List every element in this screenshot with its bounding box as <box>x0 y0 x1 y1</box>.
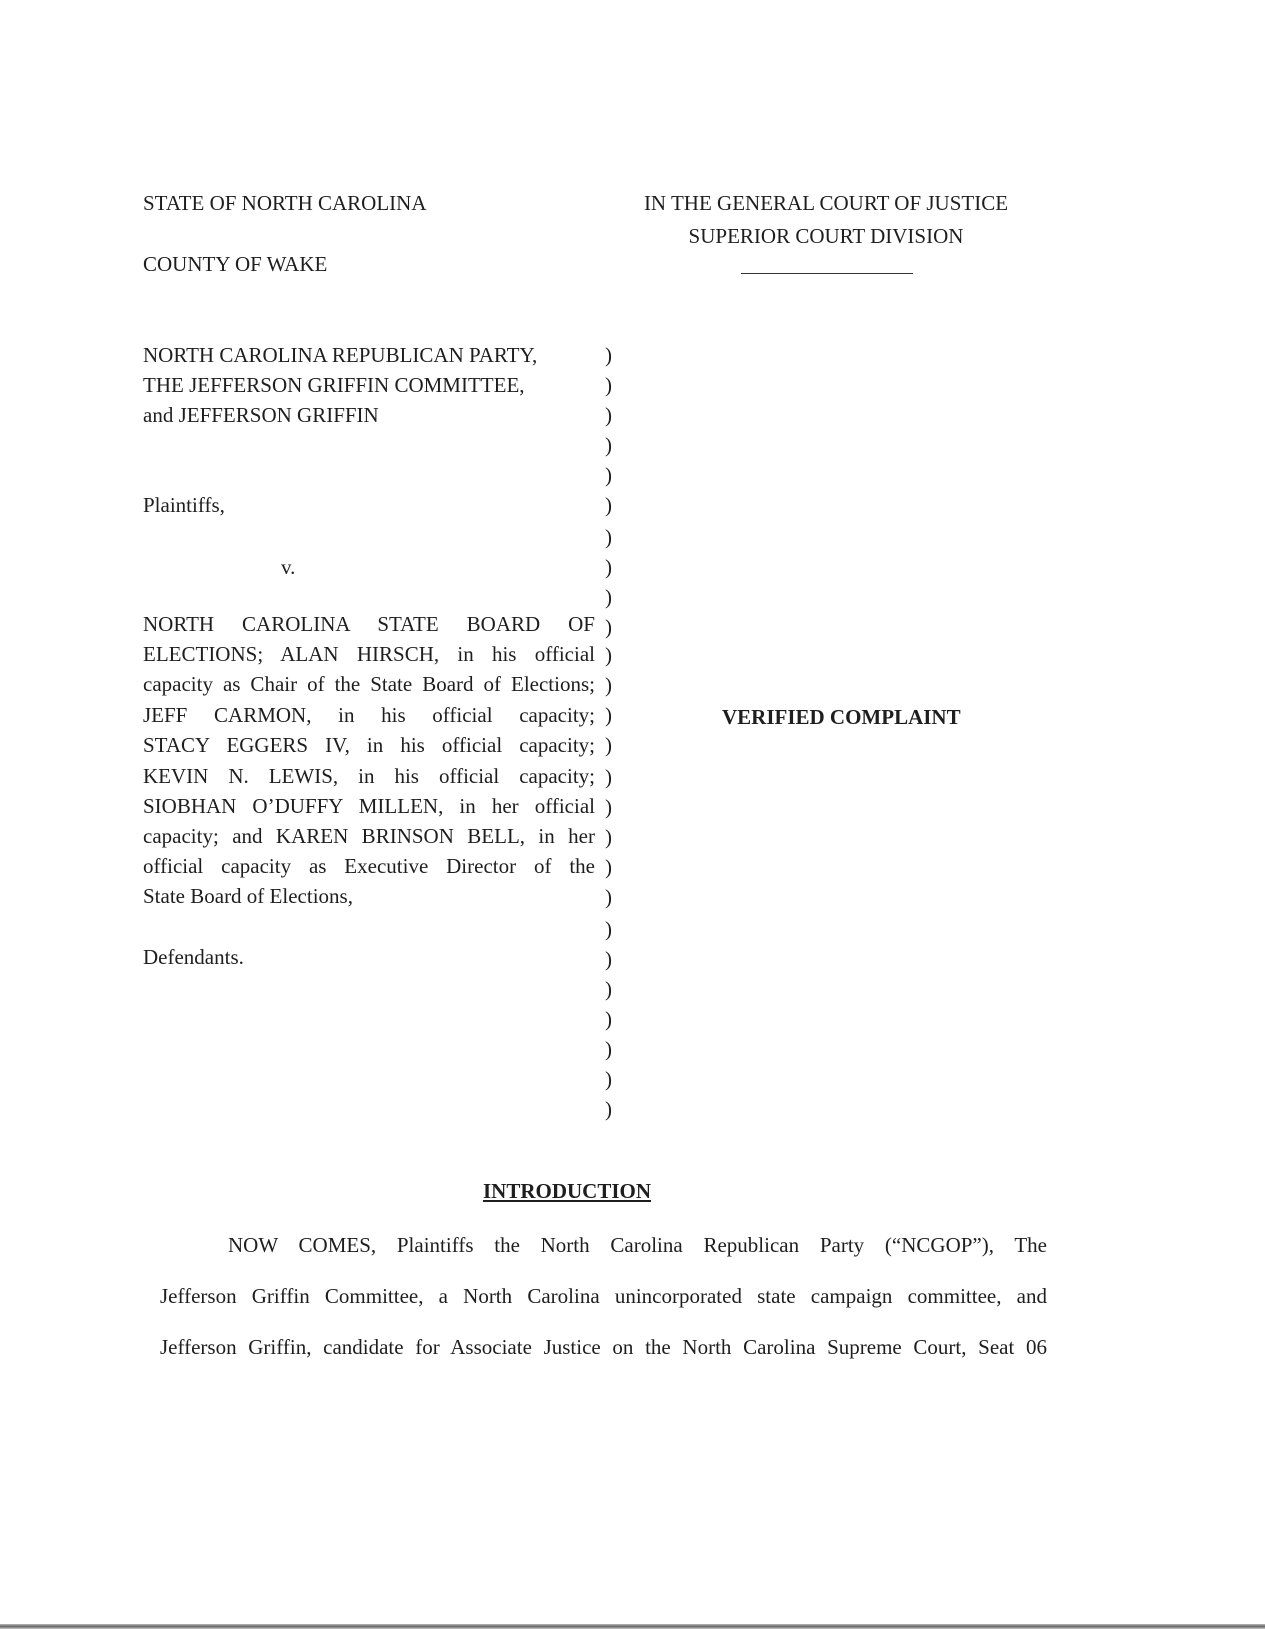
caption-paren: ) <box>605 765 612 789</box>
case-number-blank <box>741 273 913 274</box>
plaintiff-line: NORTH CAROLINA REPUBLICAN PARTY, <box>143 343 538 367</box>
body-line: NOW COMES, Plaintiffs the North Carolina Republican Party (“NCGOP”), The <box>228 1233 1047 1257</box>
body-line: Jefferson Griffin, candidate for Associate Justice on the North Carolina Supreme Court, Seat 06 <box>160 1335 1047 1359</box>
defendant-line: State Board of Elections, <box>143 884 353 908</box>
caption-paren: ) <box>605 343 612 367</box>
caption-paren: ) <box>605 615 612 639</box>
caption-paren: ) <box>605 855 612 879</box>
caption-paren: ) <box>605 585 612 609</box>
section-heading: INTRODUCTION <box>482 1179 652 1203</box>
caption-paren: ) <box>605 463 612 487</box>
caption-paren: ) <box>605 825 612 849</box>
defendant-line: capacity as Chair of the State Board of Elections; <box>143 672 595 696</box>
caption-paren: ) <box>605 977 612 1001</box>
defendant-line: NORTH CAROLINA STATE BOARD OF <box>143 612 595 636</box>
county-name: COUNTY OF WAKE <box>143 252 328 276</box>
defendant-line: KEVIN N. LEWIS, in his official capacity; <box>143 764 595 788</box>
defendant-line: ELECTIONS; ALAN HIRSCH, in his official <box>143 642 595 666</box>
caption-paren: ) <box>605 1007 612 1031</box>
court-name: IN THE GENERAL COURT OF JUSTICE <box>643 191 1009 215</box>
defendant-line: SIOBHAN O’DUFFY MILLEN, in her official <box>143 794 595 818</box>
caption-paren: ) <box>605 795 612 819</box>
caption-paren: ) <box>605 1097 612 1121</box>
caption-paren: ) <box>605 703 612 727</box>
caption-paren: ) <box>605 555 612 579</box>
plaintiff-line: and JEFFERSON GRIFFIN <box>143 403 379 427</box>
caption-paren: ) <box>605 673 612 697</box>
body-line: Jefferson Griffin Committee, a North Carolina unincorporated state campaign committee, and <box>160 1284 1047 1308</box>
defendants-label: Defendants. <box>143 945 244 969</box>
caption-paren: ) <box>605 733 612 757</box>
defendant-line: official capacity as Executive Director of the <box>143 854 595 878</box>
versus: v. <box>281 555 296 579</box>
caption-paren: ) <box>605 643 612 667</box>
defendant-line: JEFF CARMON, in his official capacity; <box>143 703 595 727</box>
defendant-line: capacity; and KAREN BRINSON BELL, in her <box>143 824 595 848</box>
caption-paren: ) <box>605 917 612 941</box>
caption-paren: ) <box>605 885 612 909</box>
plaintiff-line: THE JEFFERSON GRIFFIN COMMITTEE, <box>143 373 525 397</box>
caption-paren: ) <box>605 373 612 397</box>
caption-paren: ) <box>605 525 612 549</box>
plaintiffs-label: Plaintiffs, <box>143 493 225 517</box>
caption-paren: ) <box>605 1037 612 1061</box>
document-title: VERIFIED COMPLAINT <box>722 705 961 729</box>
page-edge <box>0 1624 1265 1629</box>
caption-paren: ) <box>605 493 612 517</box>
caption-paren: ) <box>605 433 612 457</box>
caption-paren: ) <box>605 1067 612 1091</box>
court-division: SUPERIOR COURT DIVISION <box>688 224 964 248</box>
state-name: STATE OF NORTH CAROLINA <box>143 191 427 215</box>
caption-paren: ) <box>605 403 612 427</box>
defendant-line: STACY EGGERS IV, in his official capacity; <box>143 733 595 757</box>
caption-paren: ) <box>605 947 612 971</box>
